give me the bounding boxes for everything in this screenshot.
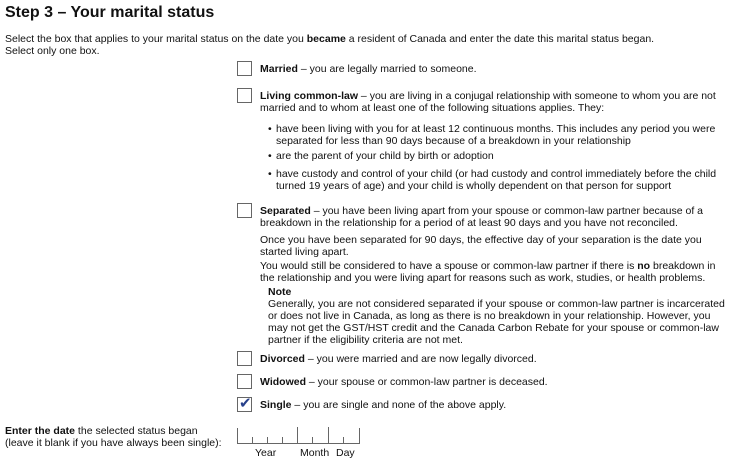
year-label: Year [255, 447, 277, 459]
single-label: Single [260, 399, 292, 411]
widowed-label: Widowed [260, 376, 306, 388]
divorced-checkbox[interactable] [237, 351, 252, 366]
instructions: Select the box that applies to your marital status on the date you became a resident of Canada and enter the date this marital status began. Select only one box. [5, 33, 655, 57]
married-option: Married – you are legally married to someone. [260, 63, 477, 75]
date-field-label: Enter the date the selected status began (leave it blank if you have always been single): [5, 425, 222, 449]
common-law-option: Living common-law – you are living in a conjugal relationship with someone to whom you are not married and to whom at least one of the following situations applies. They: [260, 90, 716, 114]
page-title: Step 3 – Your marital status [5, 4, 215, 21]
single-checkbox[interactable] [237, 397, 252, 412]
checkmark-icon: ✔ [239, 395, 252, 412]
common-law-bullet: • have been living with you for at least 12 continuous months. This includes any period you were separated for less than 90 days because of a breakdown in your relationship [268, 123, 740, 147]
common-law-bullet: • have custody and control of your child (or had custody and control immediately before the child turned 19 years of age) and your child is wholly dependent on that person for support [268, 168, 740, 192]
widowed-checkbox[interactable] [237, 374, 252, 389]
divorced-label: Divorced [260, 353, 305, 365]
separated-option: Separated – you have been living apart from your spouse or common-law partner because of a breakdown in the relationship for a period of at least 90 days and you have not reconciled. [260, 205, 703, 229]
married-checkbox[interactable] [237, 61, 252, 76]
separation-effective-day-text: Once you have been separated for 90 days, the effective day of your separation is the date you started living apart. [260, 234, 702, 258]
common-law-bullet: • are the parent of your child by birth or adoption [268, 150, 740, 162]
separation-spouse-text: You would still be considered to have a spouse or common-law partner if there is no breakdown in the relationship and you were living apart for reasons such as work, studies, or health problems. [260, 260, 716, 284]
married-label: Married [260, 63, 298, 75]
day-label: Day [336, 447, 355, 459]
separated-label: Separated [260, 205, 311, 217]
note-block [268, 286, 732, 346]
status-date-input[interactable] [237, 428, 360, 444]
common-law-label: Living common-law [260, 90, 359, 102]
separated-checkbox[interactable] [237, 203, 252, 218]
common-law-checkbox[interactable] [237, 88, 252, 103]
note-text: Generally, you are not considered separated if your spouse or common-law partner is incarcerated or does not live in Canada, as long as there is no breakdown in your relationship. However, you may not get the GST/HST credit and the Canada Carbon Rebate for your spouse or common-law partner if the eligibility criteria are not met. [268, 298, 725, 346]
widowed-option: Widowed – your spouse or common-law partner is deceased. [260, 376, 548, 388]
note-title: Note [268, 286, 292, 298]
month-label: Month [300, 447, 330, 459]
single-option: Single – you are single and none of the above apply. [260, 399, 507, 411]
divorced-option: Divorced – you were married and are now legally divorced. [260, 353, 537, 365]
